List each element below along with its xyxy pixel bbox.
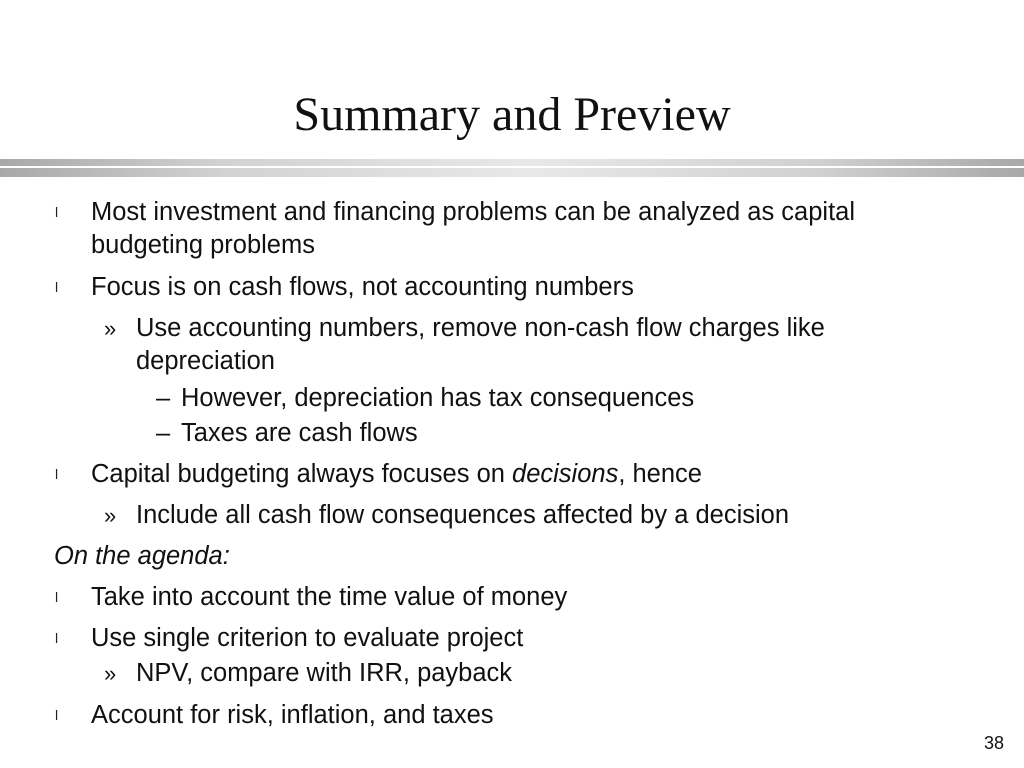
bullet-marker: l xyxy=(55,466,59,482)
title-divider xyxy=(0,159,1024,177)
bullet-1-line-2: budgeting problems xyxy=(91,231,315,259)
bullet-marker: l xyxy=(55,589,59,605)
bullet-2-sub-1-b: Taxes are cash flows xyxy=(181,419,418,447)
sub-bullet-marker: » xyxy=(104,316,117,341)
dash-marker: – xyxy=(156,419,171,447)
bullet-marker: l xyxy=(55,630,59,646)
slide-title: Summary and Preview xyxy=(293,88,731,141)
bullet-2-sub-1-line-2: depreciation xyxy=(136,347,275,375)
bullet-marker: l xyxy=(55,707,59,723)
page-number: 38 xyxy=(983,733,1004,753)
bullet-2-sub-1-line-1: Use accounting numbers, remove non-cash flow charges like xyxy=(136,314,825,342)
dash-marker: – xyxy=(156,384,171,412)
bullet-marker: l xyxy=(55,204,59,220)
agenda-heading: On the agenda: xyxy=(54,542,230,570)
bullet-3 xyxy=(91,458,702,491)
sub-bullet-marker: » xyxy=(104,661,117,686)
bullet-2: Focus is on cash flows, not accounting numbers xyxy=(91,273,634,301)
bullet-2-sub-1-a: However, depreciation has tax consequences xyxy=(181,384,695,412)
bullet-3-emphasis: decisions xyxy=(512,460,619,488)
bullet-4: Take into account the time value of money xyxy=(91,583,568,611)
sub-bullet-marker: » xyxy=(104,503,117,528)
bullet-3-sub-1: Include all cash flow consequences affected by a decision xyxy=(136,501,790,529)
bullet-marker: l xyxy=(55,279,59,295)
bullet-3-suffix: , hence xyxy=(618,460,702,488)
bullet-5-sub-1: NPV, compare with IRR, payback xyxy=(136,659,513,687)
bullet-1-line-1: Most investment and financing problems can be analyzed as capital xyxy=(91,198,856,226)
bullet-5: Use single criterion to evaluate project xyxy=(91,624,524,652)
bullet-3-prefix: Capital budgeting always focuses on xyxy=(91,460,513,488)
bullet-6: Account for risk, inflation, and taxes xyxy=(91,701,494,729)
